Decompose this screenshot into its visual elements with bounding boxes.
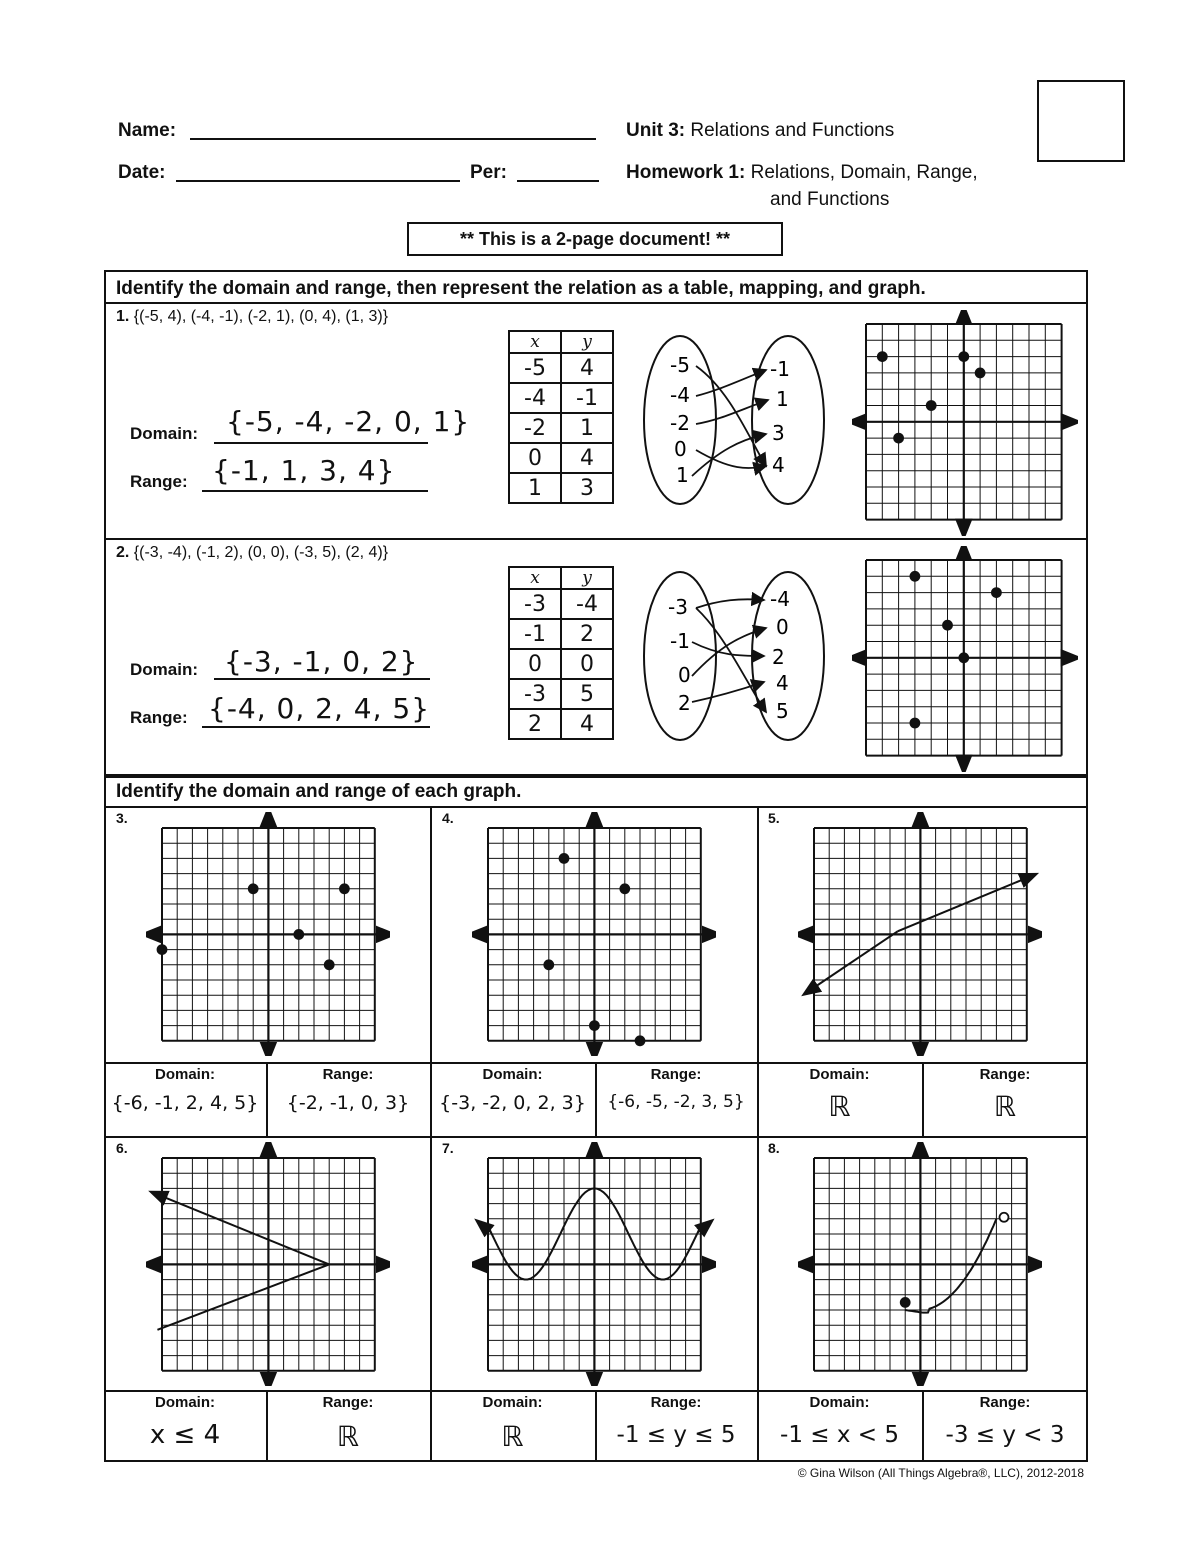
table-cell-y: 5 xyxy=(561,679,613,709)
graph-8-number: 8. xyxy=(768,1140,780,1156)
plotted-point xyxy=(910,719,919,728)
map-range-value: 5 xyxy=(776,699,789,723)
plotted-point xyxy=(590,1021,599,1030)
table-cell-y: 0 xyxy=(561,649,613,679)
graph-8-range-label: Range: xyxy=(979,1394,1031,1411)
problem-2-relation: {(-3, -4), (-1, 2), (0, 0), (-3, 5), (2, 4)} xyxy=(133,544,389,561)
table-header-x: x xyxy=(509,331,561,353)
plotted-point xyxy=(894,434,903,443)
section2-instruction: Identify the domain and range of each graph. xyxy=(116,781,522,802)
graph-6-domain-answer: x ≤ 4 xyxy=(149,1420,221,1450)
graph-5-range-answer: ℝ xyxy=(993,1090,1017,1123)
name-label: Name: xyxy=(118,120,177,141)
homework-title-line1: Relations, Domain, Range, xyxy=(750,162,978,183)
plotted-point xyxy=(943,621,952,630)
map-domain-value: -2 xyxy=(670,411,690,435)
problem-1-domain-answer: {-5, -4, -2, 0, 1} xyxy=(226,405,471,438)
graph-4-domain-answer: {-3, -2, 0, 2, 3} xyxy=(439,1092,586,1114)
map-domain-value: 0 xyxy=(674,437,687,461)
plotted-point xyxy=(959,653,968,662)
table-cell-x: -2 xyxy=(509,413,561,443)
problem-2-statement xyxy=(116,544,388,562)
table-cell-x: 0 xyxy=(509,649,561,679)
copyright: © Gina Wilson (All Things Algebra®, LLC), 2012-2018 xyxy=(797,1466,1084,1480)
problem-1-number: 1. xyxy=(116,308,130,325)
table-row xyxy=(509,443,613,473)
graph-3-domain-label: Domain: xyxy=(155,1066,215,1083)
map-range-value: 0 xyxy=(776,615,789,639)
graph-5-range-label: Range: xyxy=(979,1066,1031,1083)
graph-line xyxy=(809,931,897,990)
plotted-point xyxy=(1000,1213,1009,1222)
table-row xyxy=(509,649,613,679)
table-cell-x: -1 xyxy=(509,619,561,649)
graph-5-domain-answer: ℝ xyxy=(828,1090,851,1123)
table-cell-x: 1 xyxy=(509,473,561,503)
problem-2-range-label: Range: xyxy=(130,708,188,727)
problem-1-range-label: Range: xyxy=(130,472,188,491)
section1-instruction: Identify the domain and range, then represent the relation as a table, mapping, and graph. xyxy=(116,278,926,299)
table-row xyxy=(509,679,613,709)
table-row xyxy=(509,413,613,443)
name-field[interactable] xyxy=(190,138,596,140)
period-field[interactable] xyxy=(517,180,599,182)
graph-8 xyxy=(798,1142,1042,1386)
problem-2-domain-answer: {-3, -1, 0, 2} xyxy=(224,645,419,678)
table-cell-y: -4 xyxy=(561,589,613,619)
graph-6 xyxy=(146,1142,390,1386)
table-cell-y: 3 xyxy=(561,473,613,503)
plotted-point xyxy=(959,352,968,361)
table-cell-y: 4 xyxy=(561,353,613,383)
graph-4-range-label: Range: xyxy=(650,1066,702,1083)
plotted-point xyxy=(976,368,985,377)
table-cell-y: 4 xyxy=(561,709,613,739)
table-header-y: y xyxy=(561,567,613,589)
table-row xyxy=(509,383,613,413)
graph-8-domain-answer: -1 ≤ x < 5 xyxy=(780,1422,899,1448)
graph-line xyxy=(157,1264,329,1329)
plotted-point xyxy=(636,1036,645,1045)
graph-7-number: 7. xyxy=(442,1140,454,1156)
graph-4 xyxy=(472,812,716,1056)
map-domain-value: -5 xyxy=(670,353,690,377)
problem-1-range-answer: {-1, 1, 3, 4} xyxy=(212,454,396,487)
table-row xyxy=(509,589,613,619)
graph-3 xyxy=(146,812,390,1056)
table-header-x: x xyxy=(509,567,561,589)
problem-2-range-answer: {-4, 0, 2, 4, 5} xyxy=(208,692,431,725)
graph-5-domain-label: Domain: xyxy=(809,1066,870,1083)
problem-2-table xyxy=(508,566,614,740)
notice-box: ** This is a 2-page document! ** xyxy=(407,222,783,256)
table-header-y: y xyxy=(561,331,613,353)
unit-label: Unit 3: xyxy=(626,120,686,141)
unit-title: Relations and Functions xyxy=(690,120,895,141)
map-range-value: 4 xyxy=(776,671,789,695)
map-domain-value: -4 xyxy=(670,383,690,407)
table-row xyxy=(509,353,613,383)
plotted-point xyxy=(294,930,303,939)
map-domain-value: 0 xyxy=(678,663,691,687)
plotted-point xyxy=(620,884,629,893)
plotted-point xyxy=(325,960,334,969)
graph-7 xyxy=(472,1142,716,1386)
map-range-value: 4 xyxy=(772,453,785,477)
graph-3-number: 3. xyxy=(116,810,128,826)
homework-heading xyxy=(626,162,978,184)
graph-5-number: 5. xyxy=(768,810,780,826)
plotted-point xyxy=(340,884,349,893)
table-row xyxy=(509,473,613,503)
table-cell-y: 4 xyxy=(561,443,613,473)
unit-heading xyxy=(626,120,894,142)
graph-8-range-answer: -3 ≤ y < 3 xyxy=(945,1422,1065,1448)
graph-4-domain-label: Domain: xyxy=(482,1066,543,1083)
table-cell-x: -3 xyxy=(509,679,561,709)
graph-6-range-label: Range: xyxy=(322,1394,374,1411)
table-cell-x: 2 xyxy=(509,709,561,739)
graph-7-domain-label: Domain: xyxy=(482,1394,543,1411)
map-range-value: 1 xyxy=(776,387,789,411)
problem-2-domain-label: Domain: xyxy=(130,660,198,679)
graph-4-range-answer: {-6, -5, -2, 3, 5} xyxy=(607,1092,745,1112)
problem-2-mapping xyxy=(630,566,840,746)
graph-7-range-answer: -1 ≤ y ≤ 5 xyxy=(616,1422,736,1448)
plotted-point xyxy=(878,352,887,361)
homework-title-line2: and Functions xyxy=(770,189,890,210)
graph-3-range-label: Range: xyxy=(322,1066,374,1083)
plotted-point xyxy=(992,588,1001,597)
map-range-value: -4 xyxy=(770,587,790,611)
graph-6-range-answer: ℝ xyxy=(336,1420,360,1453)
score-box xyxy=(1037,80,1125,162)
table-cell-x: 0 xyxy=(509,443,561,473)
problem-1-graph xyxy=(852,310,1078,536)
homework-label: Homework 1: xyxy=(626,162,746,183)
problem-1-domain-label: Domain: xyxy=(130,424,198,443)
plotted-point xyxy=(158,945,167,954)
plotted-point xyxy=(901,1298,910,1307)
problem-1-mapping xyxy=(630,330,840,510)
map-domain-value: 1 xyxy=(676,463,689,487)
graph-8-domain-label: Domain: xyxy=(809,1394,870,1411)
graph-3-domain-answer: {-6, -1, 2, 4, 5} xyxy=(111,1092,259,1114)
graph-3-range-answer: {-2, -1, 0, 3} xyxy=(286,1092,410,1114)
map-range-value: -1 xyxy=(770,357,790,381)
date-field[interactable] xyxy=(176,180,460,182)
plotted-point xyxy=(927,401,936,410)
table-cell-y: 1 xyxy=(561,413,613,443)
graph-line xyxy=(157,1194,329,1264)
plotted-point xyxy=(249,884,258,893)
problem-2-number: 2. xyxy=(116,544,130,561)
table-row xyxy=(509,619,613,649)
graph-7-domain-answer: ℝ xyxy=(501,1420,524,1453)
plotted-point xyxy=(560,854,569,863)
problem-1-table xyxy=(508,330,614,504)
graph-7-range-label: Range: xyxy=(650,1394,702,1411)
graph-6-domain-label: Domain: xyxy=(155,1394,215,1411)
problem-1-relation: {(-5, 4), (-4, -1), (-2, 1), (0, 4), (1, 3)} xyxy=(133,308,389,325)
plotted-point xyxy=(544,960,553,969)
map-domain-value: -3 xyxy=(668,595,688,619)
problem-2-graph xyxy=(852,546,1078,772)
plotted-point xyxy=(910,572,919,581)
map-domain-value: 2 xyxy=(678,691,691,715)
table-cell-x: -5 xyxy=(509,353,561,383)
table-cell-y: 2 xyxy=(561,619,613,649)
graph-5 xyxy=(798,812,1042,1056)
map-range-value: 2 xyxy=(772,645,785,669)
map-range-value: 3 xyxy=(772,421,785,445)
map-domain-value: -1 xyxy=(670,629,690,653)
graph-6-number: 6. xyxy=(116,1140,128,1156)
table-cell-x: -3 xyxy=(509,589,561,619)
date-label: Date: xyxy=(118,162,166,183)
per-label: Per: xyxy=(470,162,507,183)
table-row xyxy=(509,709,613,739)
problem-1-statement xyxy=(116,308,388,326)
table-cell-x: -4 xyxy=(509,383,561,413)
table-cell-y: -1 xyxy=(561,383,613,413)
graph-4-number: 4. xyxy=(442,810,454,826)
